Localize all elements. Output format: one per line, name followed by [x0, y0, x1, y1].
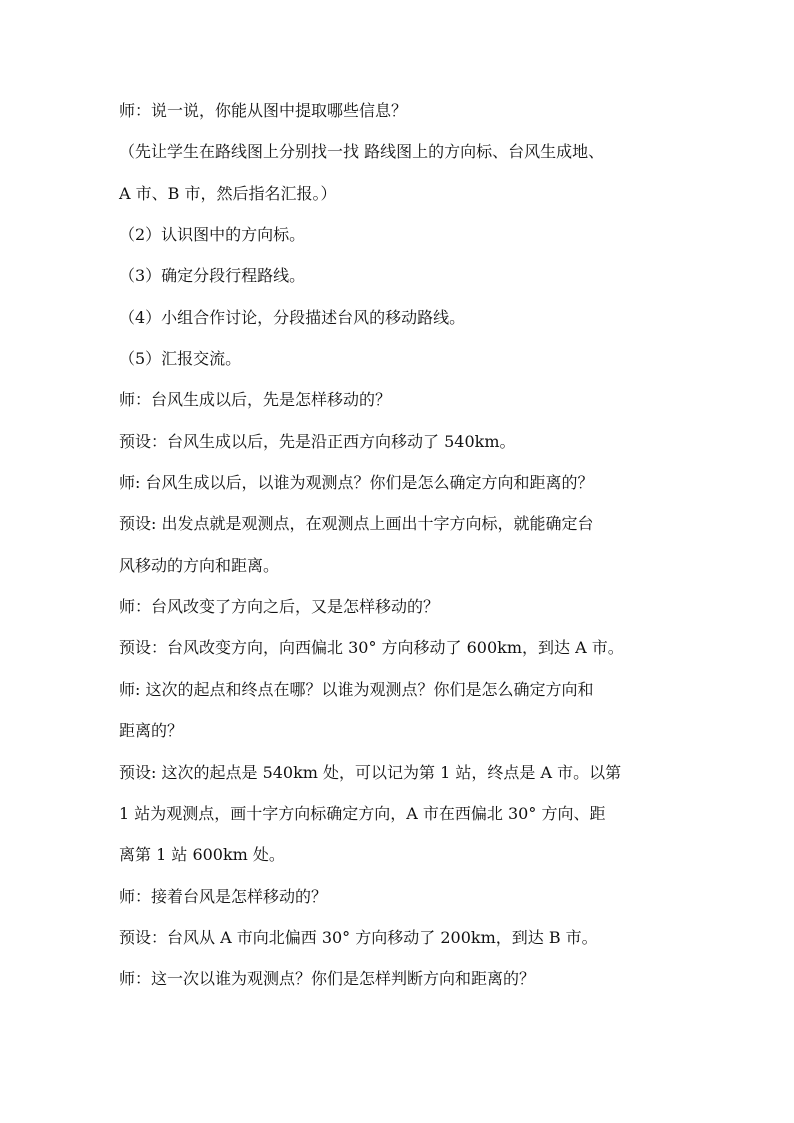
text-line: 师：这一次以谁为观测点？你们是怎样判断方向和距离的？	[119, 969, 536, 989]
text-line: 师: 台风生成以后，以谁为观测点？你们是怎么确定方向和距离的？	[119, 473, 594, 493]
document-body	[119, 101, 679, 1011]
text-line: （2）认识图中的方向标。	[119, 225, 306, 245]
text-line: 预设: 出发点就是观测点，在观测点上画出十字方向标，就能确定台	[119, 514, 594, 534]
text-line: 师：台风生成以后，先是怎样移动的？	[119, 390, 392, 410]
text-line: 预设: 这次的起点是 540km 处，可以记为第 1 站，终点是 A 市。以第	[119, 762, 622, 782]
text-line: （3）确定分段行程路线。	[119, 266, 306, 286]
text-line: 风移动的方向和距离。	[119, 555, 280, 575]
text-line: 预设：台风从 A 市向北偏西 30° 方向移动了 200km，到达 B 市。	[119, 927, 598, 947]
text-line: 1 站为观测点，画十字方向标确定方向，A 市在西偏北 30° 方向、距	[119, 803, 606, 823]
text-line: 师：台风改变了方向之后，又是怎样移动的？	[119, 597, 440, 617]
text-line: 预设：台风改变方向，向西偏北 30° 方向移动了 600km，到达 A 市。	[119, 638, 624, 658]
text-line: 预设：台风生成以后，先是沿正西方向移动了 540km。	[119, 431, 516, 451]
text-line: A 市、B 市，然后指名汇报。）	[119, 183, 337, 203]
text-line: （4）小组合作讨论，分段描述台风的移动路线。	[119, 307, 466, 327]
text-line: （先让学生在路线图上分别找一找 路线图上的方向标、台风生成地、	[119, 142, 605, 162]
text-line: 师：接着台风是怎样移动的？	[119, 886, 328, 906]
text-line: （5）汇报交流。	[119, 349, 242, 369]
text-line: 距离的？	[119, 721, 184, 741]
text-line: 师：说一说，你能从图中提取哪些信息？	[119, 101, 408, 120]
text-line: 师: 这次的起点和终点在哪？以谁为观测点？你们是怎么确定方向和	[119, 679, 594, 699]
text-line: 离第 1 站 600km 处。	[119, 845, 285, 865]
